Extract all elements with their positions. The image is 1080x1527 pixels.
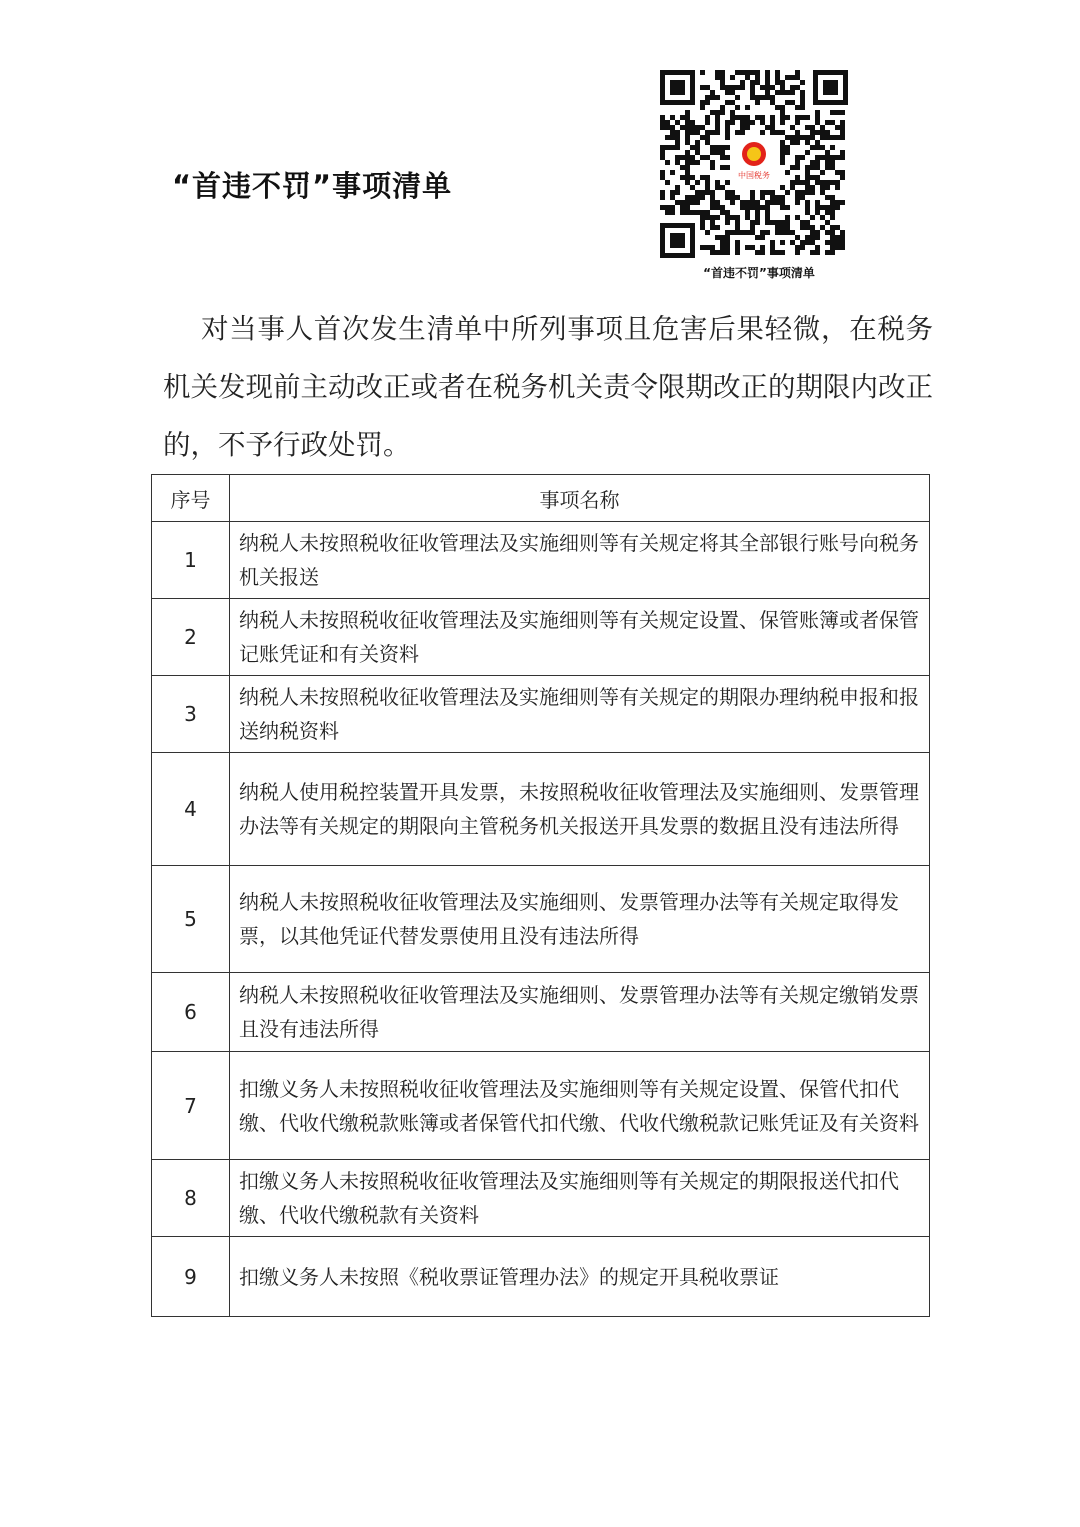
table-row: [152, 599, 930, 676]
header-item-name: 事项名称: [230, 475, 930, 522]
finder-pattern-tl: [660, 70, 695, 105]
page-title: “首违不罚”事项清单: [172, 169, 453, 203]
emblem-text: 中国税务: [738, 171, 770, 180]
finder-pattern-tr: [813, 70, 848, 105]
row-number: 3: [152, 676, 230, 753]
table-row: [152, 522, 930, 599]
qr-caption: “首违不罚”事项清单: [703, 266, 815, 280]
row-item-name: 纳税人未按照税收征收管理法及实施细则、发票管理办法等有关规定缴销发票且没有违法所得: [230, 973, 930, 1052]
row-number: 6: [152, 973, 230, 1052]
row-item-name: 扣缴义务人未按照税收征收管理法及实施细则等有关规定的期限报送代扣代缴、代收代缴税款有关资料: [230, 1160, 930, 1237]
row-number: 2: [152, 599, 230, 676]
table-row: [152, 1052, 930, 1160]
finder-pattern-bl: [660, 223, 695, 258]
table-row: [152, 753, 930, 866]
row-item-name: 纳税人未按照税收征收管理法及实施细则、发票管理办法等有关规定取得发票，以其他凭证代替发票使用且没有违法所得: [230, 866, 930, 973]
row-item-name: 纳税人未按照税收征收管理法及实施细则等有关规定设置、保管账簿或者保管记账凭证和有关资料: [230, 599, 930, 676]
table-row: [152, 1237, 930, 1317]
row-number: 7: [152, 1052, 230, 1160]
table-header-row: [152, 475, 930, 522]
items-table: [151, 474, 930, 1317]
row-item-name: 纳税人未按照税收征收管理法及实施细则等有关规定将其全部银行账号向税务机关报送: [230, 522, 930, 599]
header-number: 序号: [152, 475, 230, 522]
row-number: 4: [152, 753, 230, 866]
emblem-icon: [734, 138, 774, 182]
row-number: 1: [152, 522, 230, 599]
row-number: 9: [152, 1237, 230, 1317]
table-row: [152, 866, 930, 973]
row-item-name: 扣缴义务人未按照税收征收管理法及实施细则等有关规定设置、保管代扣代缴、代收代缴税款账簿或者保管代扣代缴、代收代缴税款记账凭证及有关资料: [230, 1052, 930, 1160]
intro-paragraph: 对当事人首次发生清单中所列事项且危害后果轻微，在税务机关发现前主动改正或者在税务机关责令限期改正的期限内改正的，不予行政处罚。: [163, 313, 933, 461]
row-item-name: 扣缴义务人未按照《税收票证管理办法》的规定开具税收票证: [230, 1237, 930, 1317]
row-item-name: 纳税人未按照税收征收管理法及实施细则等有关规定的期限办理纳税申报和报送纳税资料: [230, 676, 930, 753]
table-row: [152, 1160, 930, 1237]
row-number: 8: [152, 1160, 230, 1237]
row-item-name: 纳税人使用税控装置开具发票，未按照税收征收管理法及实施细则、发票管理办法等有关规定的期限向主管税务机关报送开具发票的数据且没有违法所得: [230, 753, 930, 866]
table-row: [152, 973, 930, 1052]
qr-code-icon: [656, 66, 852, 262]
table-row: [152, 676, 930, 753]
qr-code-block: [656, 66, 856, 280]
row-number: 5: [152, 866, 230, 973]
